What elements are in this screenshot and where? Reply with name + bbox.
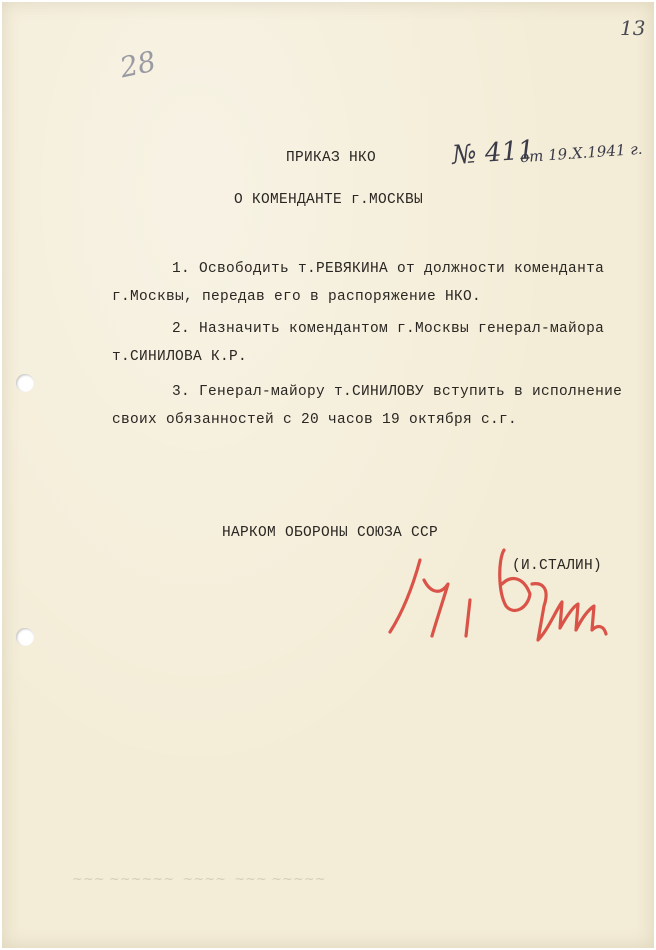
order-date: от 19.Х.1941 г. — [519, 139, 644, 167]
punch-hole-top — [16, 374, 34, 392]
handwritten-signature — [372, 532, 622, 662]
item-1-line-2: г.Москвы, передав его в распоряжение НКО. — [112, 289, 482, 305]
item-3-line-1: 3. Генерал-майору т.СИНИЛОВУ вступить в исполнение — [172, 384, 623, 400]
signatory-position: НАРКОМ ОБОРОНЫ СОЮЗА ССР — [222, 525, 439, 541]
item-2-line-1: 2. Назначить комендантом г.Москвы генерал-майора — [172, 321, 605, 337]
order-title: ПРИКАЗ НКО — [286, 150, 377, 166]
faint-bleedthrough: ~~~ ~~~~~~ ~~~~ ~~~ ~~~~~ — [72, 872, 326, 887]
signatory-name: (И.СТАЛИН) — [512, 558, 603, 574]
order-subject: О КОМЕНДАНТЕ г.МОСКВЫ — [234, 192, 424, 208]
punch-hole-bottom — [16, 628, 34, 646]
item-3-line-2: своих обязанностей с 20 часов 19 октября с.г. — [112, 412, 518, 428]
item-1-line-1: 1. Освободить т.РЕВЯКИНА от должности коменданта — [172, 261, 605, 277]
archive-mark: 28 — [116, 44, 159, 85]
page-number: 13 — [620, 16, 646, 40]
document-page — [2, 2, 654, 948]
item-2-line-2: т.СИНИЛОВА К.Р. — [112, 349, 248, 365]
order-number: № 411 — [451, 135, 536, 171]
